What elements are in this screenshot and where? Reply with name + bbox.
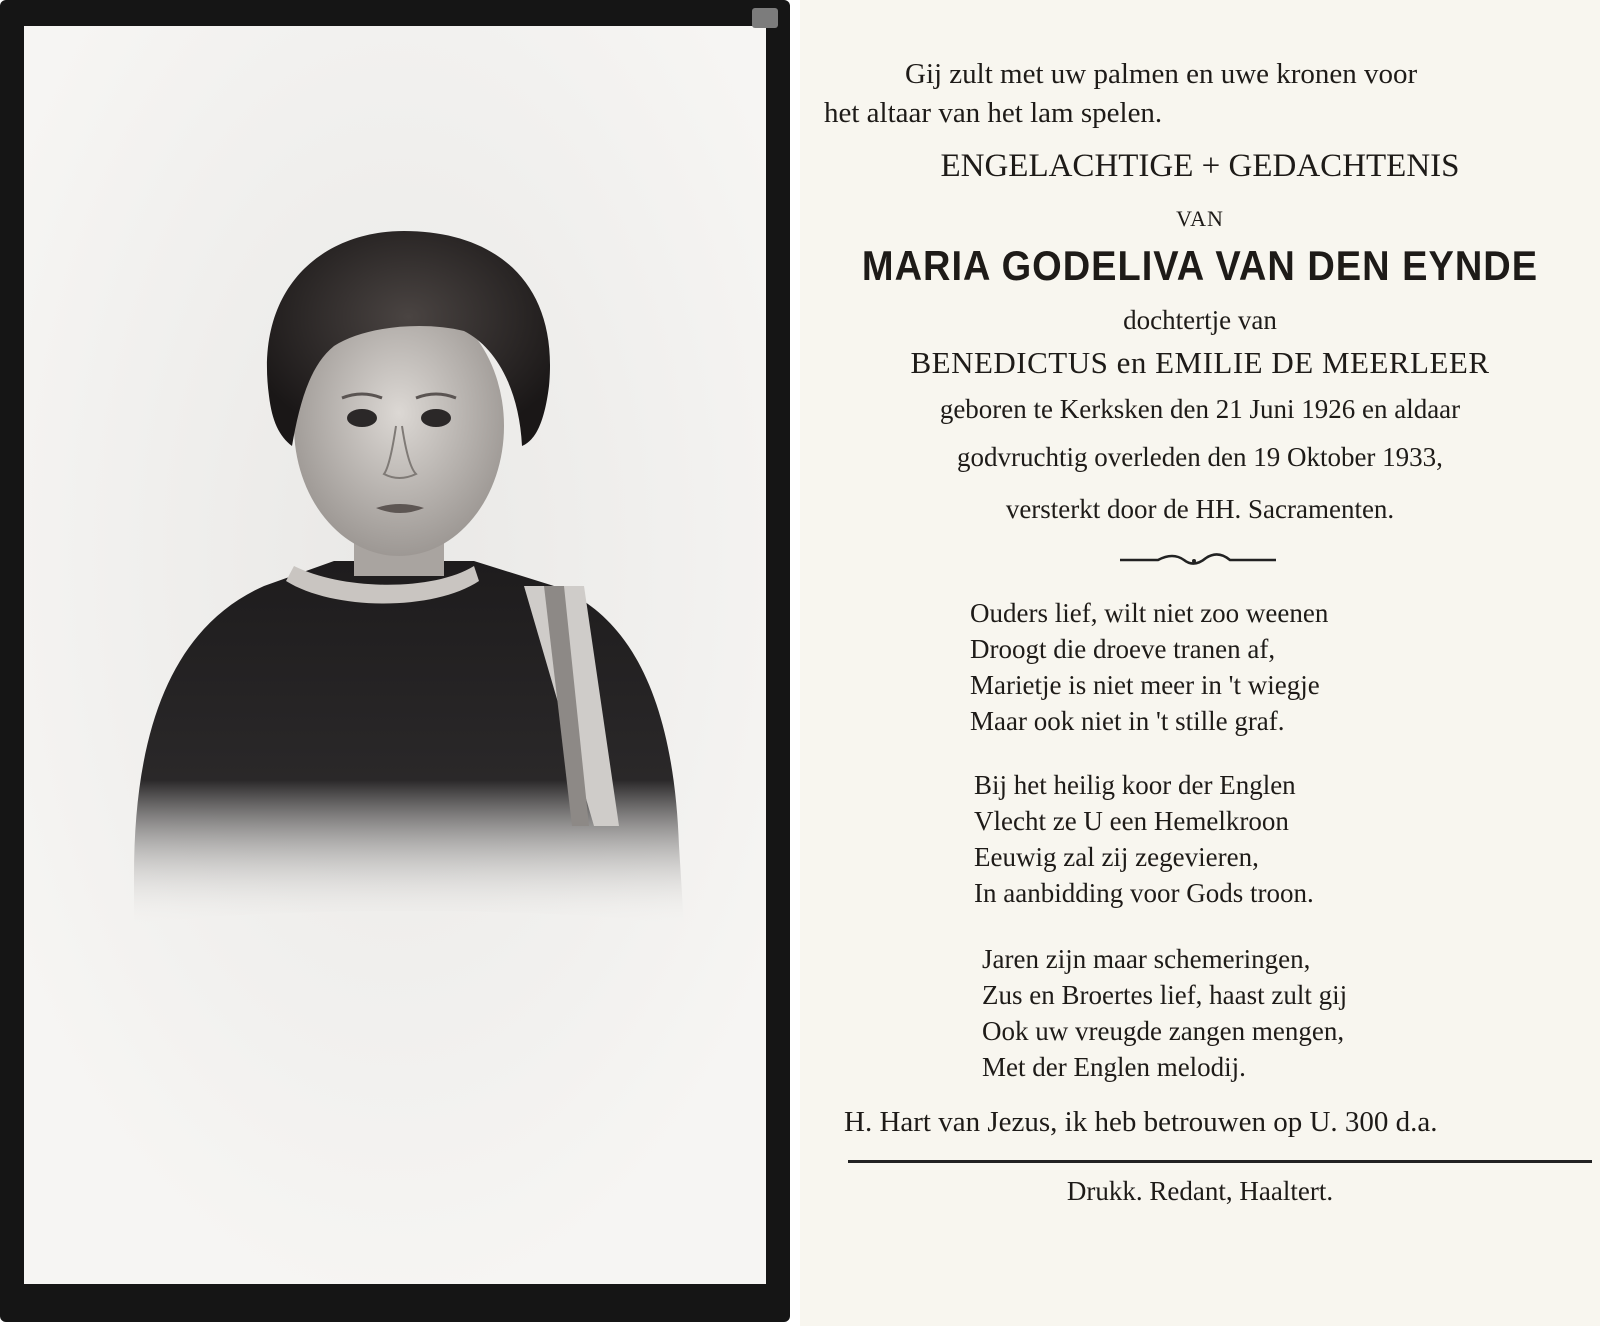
photo-card xyxy=(0,0,790,1322)
poem-line: Bij het heilig koor der Englen xyxy=(974,770,1296,800)
death-line: godvruchtig overleden den 19 Oktober 1933, xyxy=(957,442,1443,472)
flourish-ornament xyxy=(1118,548,1278,570)
poem-line: Ouders lief, wilt niet zoo weenen xyxy=(970,598,1329,628)
poem-line: Zus en Broertes lief, haast zult gij xyxy=(982,980,1348,1010)
epigraph-line-1: Gij zult met uw palmen en uwe kronen voor xyxy=(905,58,1418,90)
memorial-text-card xyxy=(800,0,1600,1326)
poem-line: Maar ook niet in 't stille graf. xyxy=(970,706,1285,736)
relation-text: dochtertje van xyxy=(1123,305,1277,335)
birth-line: geboren te Kerksken den 21 Juni 1926 en aldaar xyxy=(939,394,1461,424)
poem-line: Marietje is niet meer in 't wiegje xyxy=(970,670,1320,700)
poem-line: Eeuwig zal zij zegevieren, xyxy=(974,842,1259,872)
printer-credit: Drukk. Redant, Haaltert. xyxy=(1066,1176,1334,1206)
poem-line: Droogt die droeve tranen af, xyxy=(970,634,1276,664)
poem-line: In aanbidding voor Gods troon. xyxy=(974,878,1314,908)
parents-names: BENEDICTUS en EMILIE DE MEERLEER xyxy=(910,345,1490,380)
photo-frame xyxy=(24,26,766,1284)
poem-line: Vlecht ze U een Hemelkroon xyxy=(974,806,1289,836)
van-label: VAN xyxy=(1176,206,1224,231)
poem-line: Ook uw vreugde zangen mengen, xyxy=(982,1016,1345,1046)
child-portrait xyxy=(24,26,766,1284)
card-corner-tab xyxy=(752,8,778,28)
divider-rule xyxy=(848,1160,1592,1163)
epigraph-line-2: het altaar van het lam spelen. xyxy=(824,97,1163,129)
prayer-indulgence: H. Hart van Jezus, ik heb betrouwen op U. 300 d.a. xyxy=(844,1106,1438,1138)
poem-line: Met der Englen melodij. xyxy=(982,1052,1246,1082)
memorial-heading: ENGELACHTIGE + GEDACHTENIS xyxy=(940,148,1460,184)
poem-line: Jaren zijn maar schemeringen, xyxy=(982,944,1311,974)
sacraments-line: versterkt door de HH. Sacramenten. xyxy=(1005,494,1395,524)
deceased-name: MARIA GODELIVA VAN DEN EYNDE xyxy=(861,243,1539,291)
